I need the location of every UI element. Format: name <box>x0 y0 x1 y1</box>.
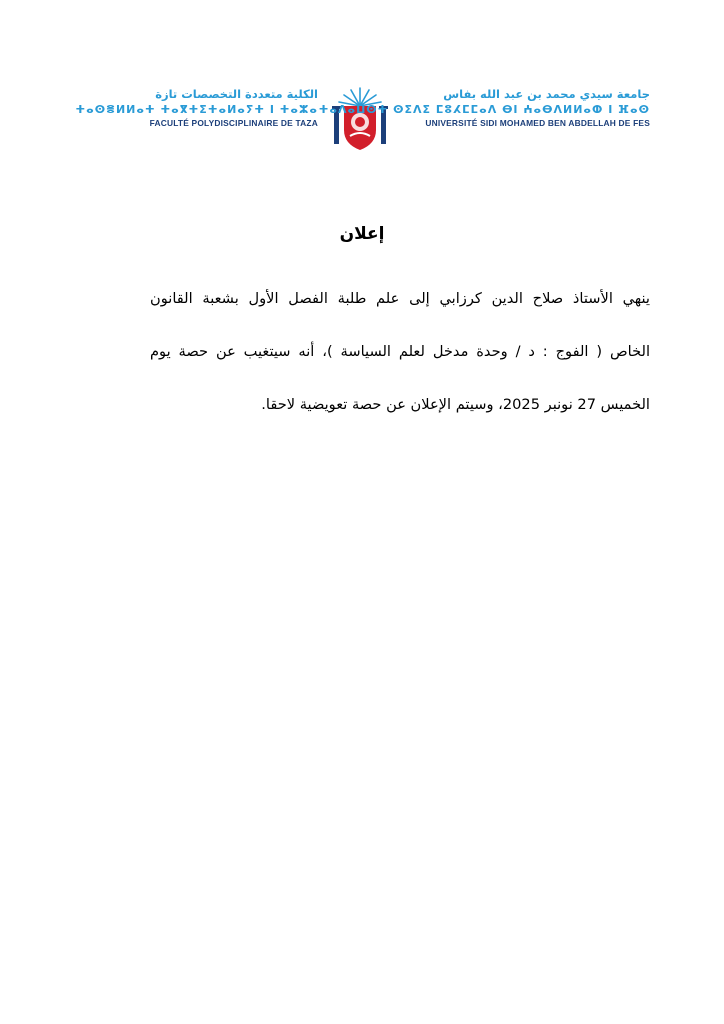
faculty-name-block <box>75 86 318 130</box>
announcement-body <box>150 286 650 445</box>
announcement-line-3: الخميس 27 نونبر 2025، وسيتم الإعلان عن حصة تعويضية لاحقا. <box>261 396 650 413</box>
university-emblem-icon <box>332 86 388 152</box>
letterhead <box>75 86 650 152</box>
university-name-tifinagh: ⵜⴰⴷⴰⵡⵙⵜ ⵙⵉⴷⵉ ⵎⵓⵃⵎⵎⴰⴷ ⴱⵏ ⵄⴰⴱⴷⵍⵍⴰⵀ ⵏ ⴼⴰⵙ <box>318 103 650 116</box>
faculty-name-tifinagh: ⵜⴰⵙⴻⵍⵍⴰⵜ ⵜⴰⴳⵜⵉⵜⴰⵍⴰⵢⵜ ⵏ ⵜⴰⵣⴰ <box>75 103 318 116</box>
faculty-name-arabic: الكلية متعددة التخصصات تازة <box>155 87 318 101</box>
announcement-title: إعلان <box>339 224 385 244</box>
university-name-arabic: جامعة سيدي محمد بن عبد الله بفاس <box>443 87 650 101</box>
announcement-line-2: الخاص ( الفوج : د / وحدة مدخل لعلم السياسة )، أنه سيتغيب عن حصة يوم <box>150 343 650 360</box>
announcement-line-1: ينهي الأستاذ صلاح الدين كرزابي إلى علم طلبة الفصل الأول بشعبة القانون <box>150 290 650 307</box>
university-name-block <box>318 86 650 130</box>
faculty-name-french: FACULTÉ POLYDISCIPLINAIRE DE TAZA <box>149 118 318 128</box>
university-name-french: UNIVERSITÉ SIDI MOHAMED BEN ABDELLAH DE FES <box>425 118 650 128</box>
